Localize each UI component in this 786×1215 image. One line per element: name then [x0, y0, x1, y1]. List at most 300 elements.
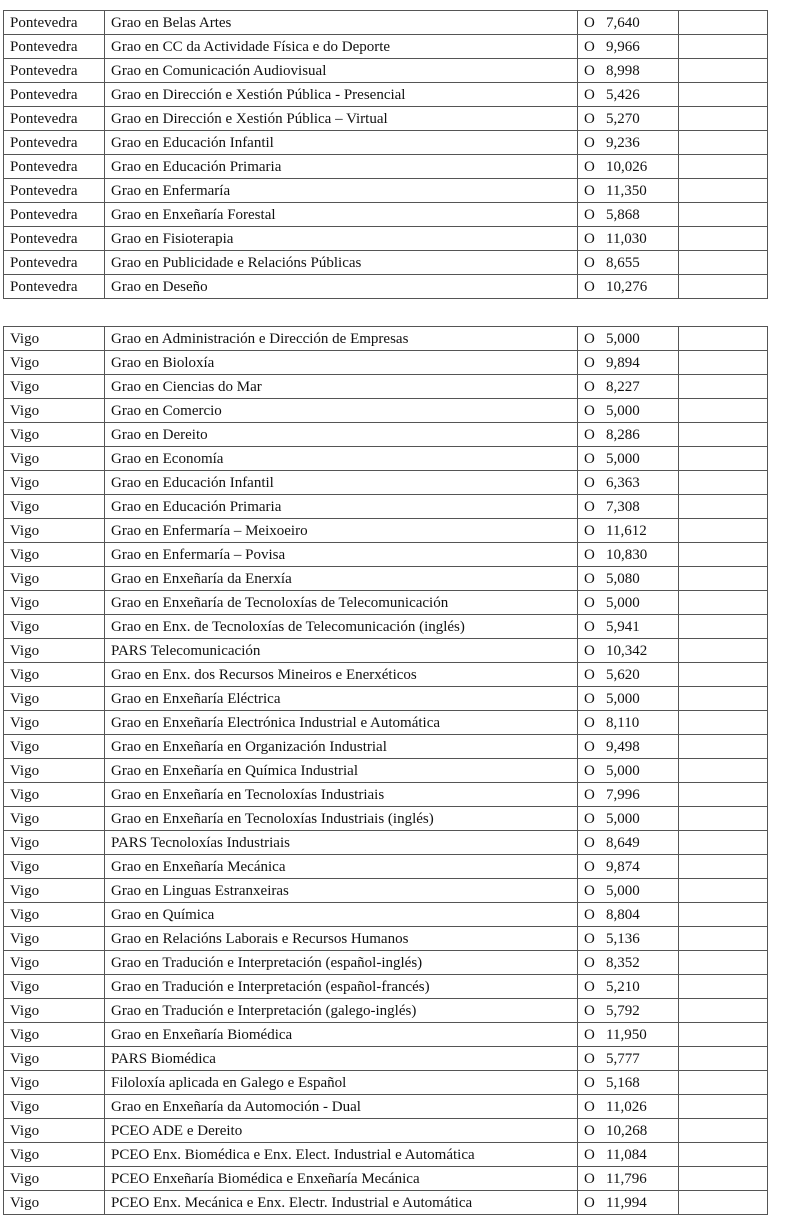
cutoff-grade-cell [578, 327, 679, 351]
table-row [4, 375, 768, 399]
grade-value: 5,941 [606, 618, 640, 635]
degree-cell: Grao en Publicidade e Relacións Públicas [105, 251, 578, 275]
vigo-grades-table [3, 326, 768, 1215]
grade-value: 5,868 [606, 206, 640, 223]
degree-cell: Grao en Enxeñaría en Tecnoloxías Industriais [105, 783, 578, 807]
quota-mark: O [584, 1122, 595, 1139]
degree-cell: Grao en Bioloxía [105, 351, 578, 375]
degree-cell: Grao en Relacións Laborais e Recursos Humanos [105, 927, 578, 951]
empty-cell [679, 759, 768, 783]
campus-cell: Pontevedra [4, 203, 105, 227]
quota-mark: O [584, 1170, 595, 1187]
cutoff-grade-cell [578, 519, 679, 543]
cutoff-grade-cell [578, 251, 679, 275]
table-row [4, 275, 768, 299]
campus-cell: Pontevedra [4, 275, 105, 299]
campus-cell: Pontevedra [4, 11, 105, 35]
cutoff-grade-cell [578, 83, 679, 107]
quota-mark: O [584, 38, 595, 55]
cutoff-grade-cell [578, 639, 679, 663]
table-row [4, 471, 768, 495]
degree-cell: Grao en Administración e Dirección de Empresas [105, 327, 578, 351]
empty-cell [679, 399, 768, 423]
empty-cell [679, 351, 768, 375]
empty-cell [679, 951, 768, 975]
empty-cell [679, 59, 768, 83]
cutoff-grade-cell [578, 423, 679, 447]
cutoff-grade-cell [578, 227, 679, 251]
grade-value: 5,000 [606, 690, 640, 707]
empty-cell [679, 687, 768, 711]
degree-cell: Grao en Educación Primaria [105, 495, 578, 519]
quota-mark: O [584, 1002, 595, 1019]
empty-cell [679, 11, 768, 35]
table-row [4, 423, 768, 447]
quota-mark: O [584, 330, 595, 347]
table-row [4, 107, 768, 131]
quota-mark: O [584, 378, 595, 395]
empty-cell [679, 615, 768, 639]
cutoff-grade-cell [578, 495, 679, 519]
degree-cell: PARS Biomédica [105, 1047, 578, 1071]
empty-cell [679, 1191, 768, 1215]
grade-value: 10,268 [606, 1122, 648, 1139]
empty-cell [679, 1119, 768, 1143]
empty-cell [679, 567, 768, 591]
empty-cell [679, 1047, 768, 1071]
degree-cell: Grao en Enxeñaría Mecánica [105, 855, 578, 879]
cutoff-grade-cell [578, 11, 679, 35]
degree-cell: Grao en Linguas Estranxeiras [105, 879, 578, 903]
cutoff-grade-cell [578, 375, 679, 399]
table-row [4, 687, 768, 711]
cutoff-grade-cell [578, 999, 679, 1023]
empty-cell [679, 107, 768, 131]
campus-cell: Pontevedra [4, 155, 105, 179]
campus-cell: Vigo [4, 687, 105, 711]
grade-value: 5,777 [606, 1050, 640, 1067]
empty-cell [679, 251, 768, 275]
degree-cell: Grao en Educación Infantil [105, 131, 578, 155]
degree-cell: Grao en Enxeñaría Electrónica Industrial e Automática [105, 711, 578, 735]
table-row [4, 975, 768, 999]
quota-mark: O [584, 762, 595, 779]
table-row [4, 131, 768, 155]
grade-value: 5,000 [606, 330, 640, 347]
table-row [4, 663, 768, 687]
campus-cell: Vigo [4, 927, 105, 951]
grade-value: 11,350 [606, 182, 647, 199]
cutoff-grade-cell [578, 543, 679, 567]
empty-cell [679, 999, 768, 1023]
table-row [4, 1143, 768, 1167]
grade-value: 11,994 [606, 1194, 647, 1211]
campus-cell: Vigo [4, 879, 105, 903]
grade-value: 11,030 [606, 230, 647, 247]
table-row [4, 1047, 768, 1071]
empty-cell [679, 831, 768, 855]
grade-value: 11,084 [606, 1146, 647, 1163]
degree-cell: PCEO Enxeñaría Biomédica e Enxeñaría Mecánica [105, 1167, 578, 1191]
quota-mark: O [584, 714, 595, 731]
grade-value: 5,000 [606, 762, 640, 779]
empty-cell [679, 203, 768, 227]
grade-value: 8,649 [606, 834, 640, 851]
quota-mark: O [584, 230, 595, 247]
campus-cell: Vigo [4, 327, 105, 351]
quota-mark: O [584, 426, 595, 443]
quota-mark: O [584, 1194, 595, 1211]
degree-cell: PARS Telecomunicación [105, 639, 578, 663]
cutoff-grade-cell [578, 759, 679, 783]
table-row [4, 999, 768, 1023]
empty-cell [679, 447, 768, 471]
campus-cell: Vigo [4, 663, 105, 687]
campus-cell: Vigo [4, 1095, 105, 1119]
empty-cell [679, 327, 768, 351]
cutoff-grade-cell [578, 155, 679, 179]
empty-cell [679, 1095, 768, 1119]
cutoff-grade-cell [578, 351, 679, 375]
quota-mark: O [584, 738, 595, 755]
empty-cell [679, 879, 768, 903]
quota-mark: O [584, 618, 595, 635]
table-row [4, 203, 768, 227]
grade-value: 5,136 [606, 930, 640, 947]
quota-mark: O [584, 1146, 595, 1163]
grade-value: 5,426 [606, 86, 640, 103]
campus-cell: Vigo [4, 807, 105, 831]
empty-cell [679, 227, 768, 251]
table-row [4, 11, 768, 35]
grade-value: 10,830 [606, 546, 648, 563]
quota-mark: O [584, 354, 595, 371]
table-row [4, 351, 768, 375]
table-row [4, 639, 768, 663]
quota-mark: O [584, 546, 595, 563]
cutoff-grade-cell [578, 615, 679, 639]
grade-value: 5,620 [606, 666, 640, 683]
quota-mark: O [584, 158, 595, 175]
degree-cell: Grao en Enfermaría [105, 179, 578, 203]
quota-mark: O [584, 1098, 595, 1115]
grade-value: 8,998 [606, 62, 640, 79]
cutoff-grade-cell [578, 131, 679, 155]
quota-mark: O [584, 110, 595, 127]
table-row [4, 519, 768, 543]
cutoff-grade-cell [578, 807, 679, 831]
table-row [4, 35, 768, 59]
cutoff-grade-cell [578, 1023, 679, 1047]
cutoff-grade-cell [578, 711, 679, 735]
empty-cell [679, 471, 768, 495]
campus-cell: Vigo [4, 735, 105, 759]
empty-cell [679, 1023, 768, 1047]
quota-mark: O [584, 474, 595, 491]
grade-value: 9,498 [606, 738, 640, 755]
cutoff-grade-cell [578, 1047, 679, 1071]
quota-mark: O [584, 134, 595, 151]
campus-cell: Pontevedra [4, 35, 105, 59]
grade-value: 8,352 [606, 954, 640, 971]
cutoff-grade-cell [578, 1119, 679, 1143]
table-row [4, 1191, 768, 1215]
campus-cell: Vigo [4, 1191, 105, 1215]
degree-cell: Grao en Enxeñaría Biomédica [105, 1023, 578, 1047]
cutoff-grade-cell [578, 399, 679, 423]
cutoff-grade-cell [578, 735, 679, 759]
table-row [4, 327, 768, 351]
cutoff-grade-cell [578, 783, 679, 807]
campus-cell: Pontevedra [4, 131, 105, 155]
grade-value: 5,792 [606, 1002, 640, 1019]
quota-mark: O [584, 810, 595, 827]
campus-cell: Vigo [4, 1071, 105, 1095]
cutoff-grade-cell [578, 663, 679, 687]
campus-cell: Vigo [4, 399, 105, 423]
degree-cell: PCEO Enx. Mecánica e Enx. Electr. Industrial e Automática [105, 1191, 578, 1215]
cutoff-grade-cell [578, 107, 679, 131]
degree-cell: Grao en Deseño [105, 275, 578, 299]
cutoff-grade-cell [578, 591, 679, 615]
grade-value: 9,236 [606, 134, 640, 151]
degree-cell: Grao en Dirección e Xestión Pública – Virtual [105, 107, 578, 131]
cutoff-grade-cell [578, 855, 679, 879]
quota-mark: O [584, 954, 595, 971]
table-row [4, 615, 768, 639]
grade-value: 5,270 [606, 110, 640, 127]
quota-mark: O [584, 450, 595, 467]
degree-cell: Grao en Enfermaría – Povisa [105, 543, 578, 567]
campus-cell: Vigo [4, 423, 105, 447]
grade-value: 6,363 [606, 474, 640, 491]
table-row [4, 1023, 768, 1047]
degree-cell: Grao en Enxeñaría da Automoción - Dual [105, 1095, 578, 1119]
degree-cell: Filoloxía aplicada en Galego e Español [105, 1071, 578, 1095]
empty-cell [679, 35, 768, 59]
degree-cell: Grao en Fisioterapia [105, 227, 578, 251]
campus-cell: Pontevedra [4, 59, 105, 83]
empty-cell [679, 903, 768, 927]
campus-cell: Vigo [4, 351, 105, 375]
quota-mark: O [584, 666, 595, 683]
campus-cell: Pontevedra [4, 83, 105, 107]
degree-cell: Grao en Enxeñaría en Química Industrial [105, 759, 578, 783]
quota-mark: O [584, 594, 595, 611]
pontevedra-grades-table [3, 10, 768, 299]
table-row [4, 1095, 768, 1119]
campus-cell: Vigo [4, 615, 105, 639]
grade-value: 7,640 [606, 14, 640, 31]
cutoff-grade-cell [578, 879, 679, 903]
grade-value: 11,026 [606, 1098, 647, 1115]
table-row [4, 1167, 768, 1191]
quota-mark: O [584, 14, 595, 31]
campus-cell: Vigo [4, 543, 105, 567]
table-row [4, 1071, 768, 1095]
grade-value: 11,950 [606, 1026, 647, 1043]
quota-mark: O [584, 62, 595, 79]
quota-mark: O [584, 206, 595, 223]
empty-cell [679, 179, 768, 203]
cutoff-grade-cell [578, 975, 679, 999]
campus-cell: Vigo [4, 975, 105, 999]
campus-cell: Vigo [4, 447, 105, 471]
cutoff-grade-cell [578, 1191, 679, 1215]
cutoff-grade-cell [578, 447, 679, 471]
grade-value: 5,000 [606, 450, 640, 467]
degree-cell: Grao en Comercio [105, 399, 578, 423]
table-row [4, 179, 768, 203]
grade-value: 9,966 [606, 38, 640, 55]
grade-value: 8,110 [606, 714, 640, 731]
degree-cell: PCEO Enx. Biomédica e Enx. Elect. Industrial e Automática [105, 1143, 578, 1167]
table-row [4, 227, 768, 251]
campus-cell: Vigo [4, 471, 105, 495]
degree-cell: Grao en Enxeñaría en Tecnoloxías Industriais (inglés) [105, 807, 578, 831]
table-row [4, 855, 768, 879]
degree-cell: Grao en Enxeñaría Eléctrica [105, 687, 578, 711]
quota-mark: O [584, 1050, 595, 1067]
empty-cell [679, 495, 768, 519]
grade-value: 5,168 [606, 1074, 640, 1091]
campus-cell: Vigo [4, 903, 105, 927]
quota-mark: O [584, 570, 595, 587]
degree-cell: Grao en Enx. de Tecnoloxías de Telecomunicación (inglés) [105, 615, 578, 639]
table-row [4, 711, 768, 735]
cutoff-grade-cell [578, 1071, 679, 1095]
campus-cell: Vigo [4, 591, 105, 615]
campus-cell: Vigo [4, 831, 105, 855]
quota-mark: O [584, 858, 595, 875]
degree-cell: Grao en Química [105, 903, 578, 927]
grade-value: 8,227 [606, 378, 640, 395]
table-row [4, 735, 768, 759]
table-body [4, 327, 768, 1215]
degree-cell: Grao en Educación Infantil [105, 471, 578, 495]
table-row [4, 399, 768, 423]
degree-cell: Grao en Tradución e Interpretación (galego-inglés) [105, 999, 578, 1023]
table-row [4, 59, 768, 83]
empty-cell [679, 275, 768, 299]
degree-cell: Grao en Tradución e Interpretación (español-inglés) [105, 951, 578, 975]
cutoff-grade-cell [578, 903, 679, 927]
quota-mark: O [584, 906, 595, 923]
table-row [4, 495, 768, 519]
empty-cell [679, 131, 768, 155]
empty-cell [679, 783, 768, 807]
cutoff-grade-cell [578, 927, 679, 951]
grade-value: 5,210 [606, 978, 640, 995]
table-row [4, 927, 768, 951]
grade-value: 9,894 [606, 354, 640, 371]
cutoff-grade-cell [578, 1143, 679, 1167]
quota-mark: O [584, 278, 595, 295]
quota-mark: O [584, 254, 595, 271]
cutoff-grade-cell [578, 1167, 679, 1191]
empty-cell [679, 711, 768, 735]
table-row [4, 783, 768, 807]
table-row [4, 951, 768, 975]
degree-cell: Grao en Economía [105, 447, 578, 471]
grade-value: 7,308 [606, 498, 640, 515]
empty-cell [679, 375, 768, 399]
empty-cell [679, 807, 768, 831]
degree-cell: Grao en Dereito [105, 423, 578, 447]
cutoff-grade-cell [578, 831, 679, 855]
campus-cell: Pontevedra [4, 107, 105, 131]
quota-mark: O [584, 522, 595, 539]
grade-value: 10,026 [606, 158, 648, 175]
quota-mark: O [584, 86, 595, 103]
degree-cell: PARS Tecnoloxías Industriais [105, 831, 578, 855]
cutoff-grade-cell [578, 35, 679, 59]
quota-mark: O [584, 498, 595, 515]
campus-cell: Pontevedra [4, 251, 105, 275]
cutoff-grade-cell [578, 275, 679, 299]
cutoff-grade-cell [578, 567, 679, 591]
quota-mark: O [584, 402, 595, 419]
table-row [4, 543, 768, 567]
campus-cell: Vigo [4, 999, 105, 1023]
grade-value: 11,796 [606, 1170, 647, 1187]
campus-cell: Vigo [4, 495, 105, 519]
grade-value: 10,276 [606, 278, 648, 295]
table-row [4, 831, 768, 855]
degree-cell: Grao en Enxeñaría Forestal [105, 203, 578, 227]
grade-value: 9,874 [606, 858, 640, 875]
cutoff-grade-cell [578, 59, 679, 83]
table-row [4, 155, 768, 179]
degree-cell: Grao en Belas Artes [105, 11, 578, 35]
empty-cell [679, 591, 768, 615]
degree-cell: Grao en Enxeñaría da Enerxía [105, 567, 578, 591]
empty-cell [679, 663, 768, 687]
campus-cell: Vigo [4, 759, 105, 783]
quota-mark: O [584, 882, 595, 899]
degree-cell: Grao en Enfermaría – Meixoeiro [105, 519, 578, 543]
quota-mark: O [584, 834, 595, 851]
campus-cell: Vigo [4, 639, 105, 663]
table-row [4, 903, 768, 927]
cutoff-grade-cell [578, 687, 679, 711]
campus-cell: Vigo [4, 567, 105, 591]
grade-value: 8,286 [606, 426, 640, 443]
table-row [4, 591, 768, 615]
table-row [4, 567, 768, 591]
grade-value: 5,000 [606, 810, 640, 827]
cutoff-grade-cell [578, 951, 679, 975]
campus-cell: Vigo [4, 1023, 105, 1047]
table-row [4, 759, 768, 783]
empty-cell [679, 519, 768, 543]
empty-cell [679, 1167, 768, 1191]
quota-mark: O [584, 930, 595, 947]
cutoff-grade-cell [578, 471, 679, 495]
grade-value: 8,804 [606, 906, 640, 923]
table-body [4, 11, 768, 299]
table-row [4, 251, 768, 275]
campus-cell: Vigo [4, 375, 105, 399]
quota-mark: O [584, 786, 595, 803]
campus-cell: Vigo [4, 855, 105, 879]
degree-cell: Grao en Educación Primaria [105, 155, 578, 179]
grade-value: 11,612 [606, 522, 647, 539]
empty-cell [679, 423, 768, 447]
table-row [4, 807, 768, 831]
table-row [4, 879, 768, 903]
empty-cell [679, 927, 768, 951]
